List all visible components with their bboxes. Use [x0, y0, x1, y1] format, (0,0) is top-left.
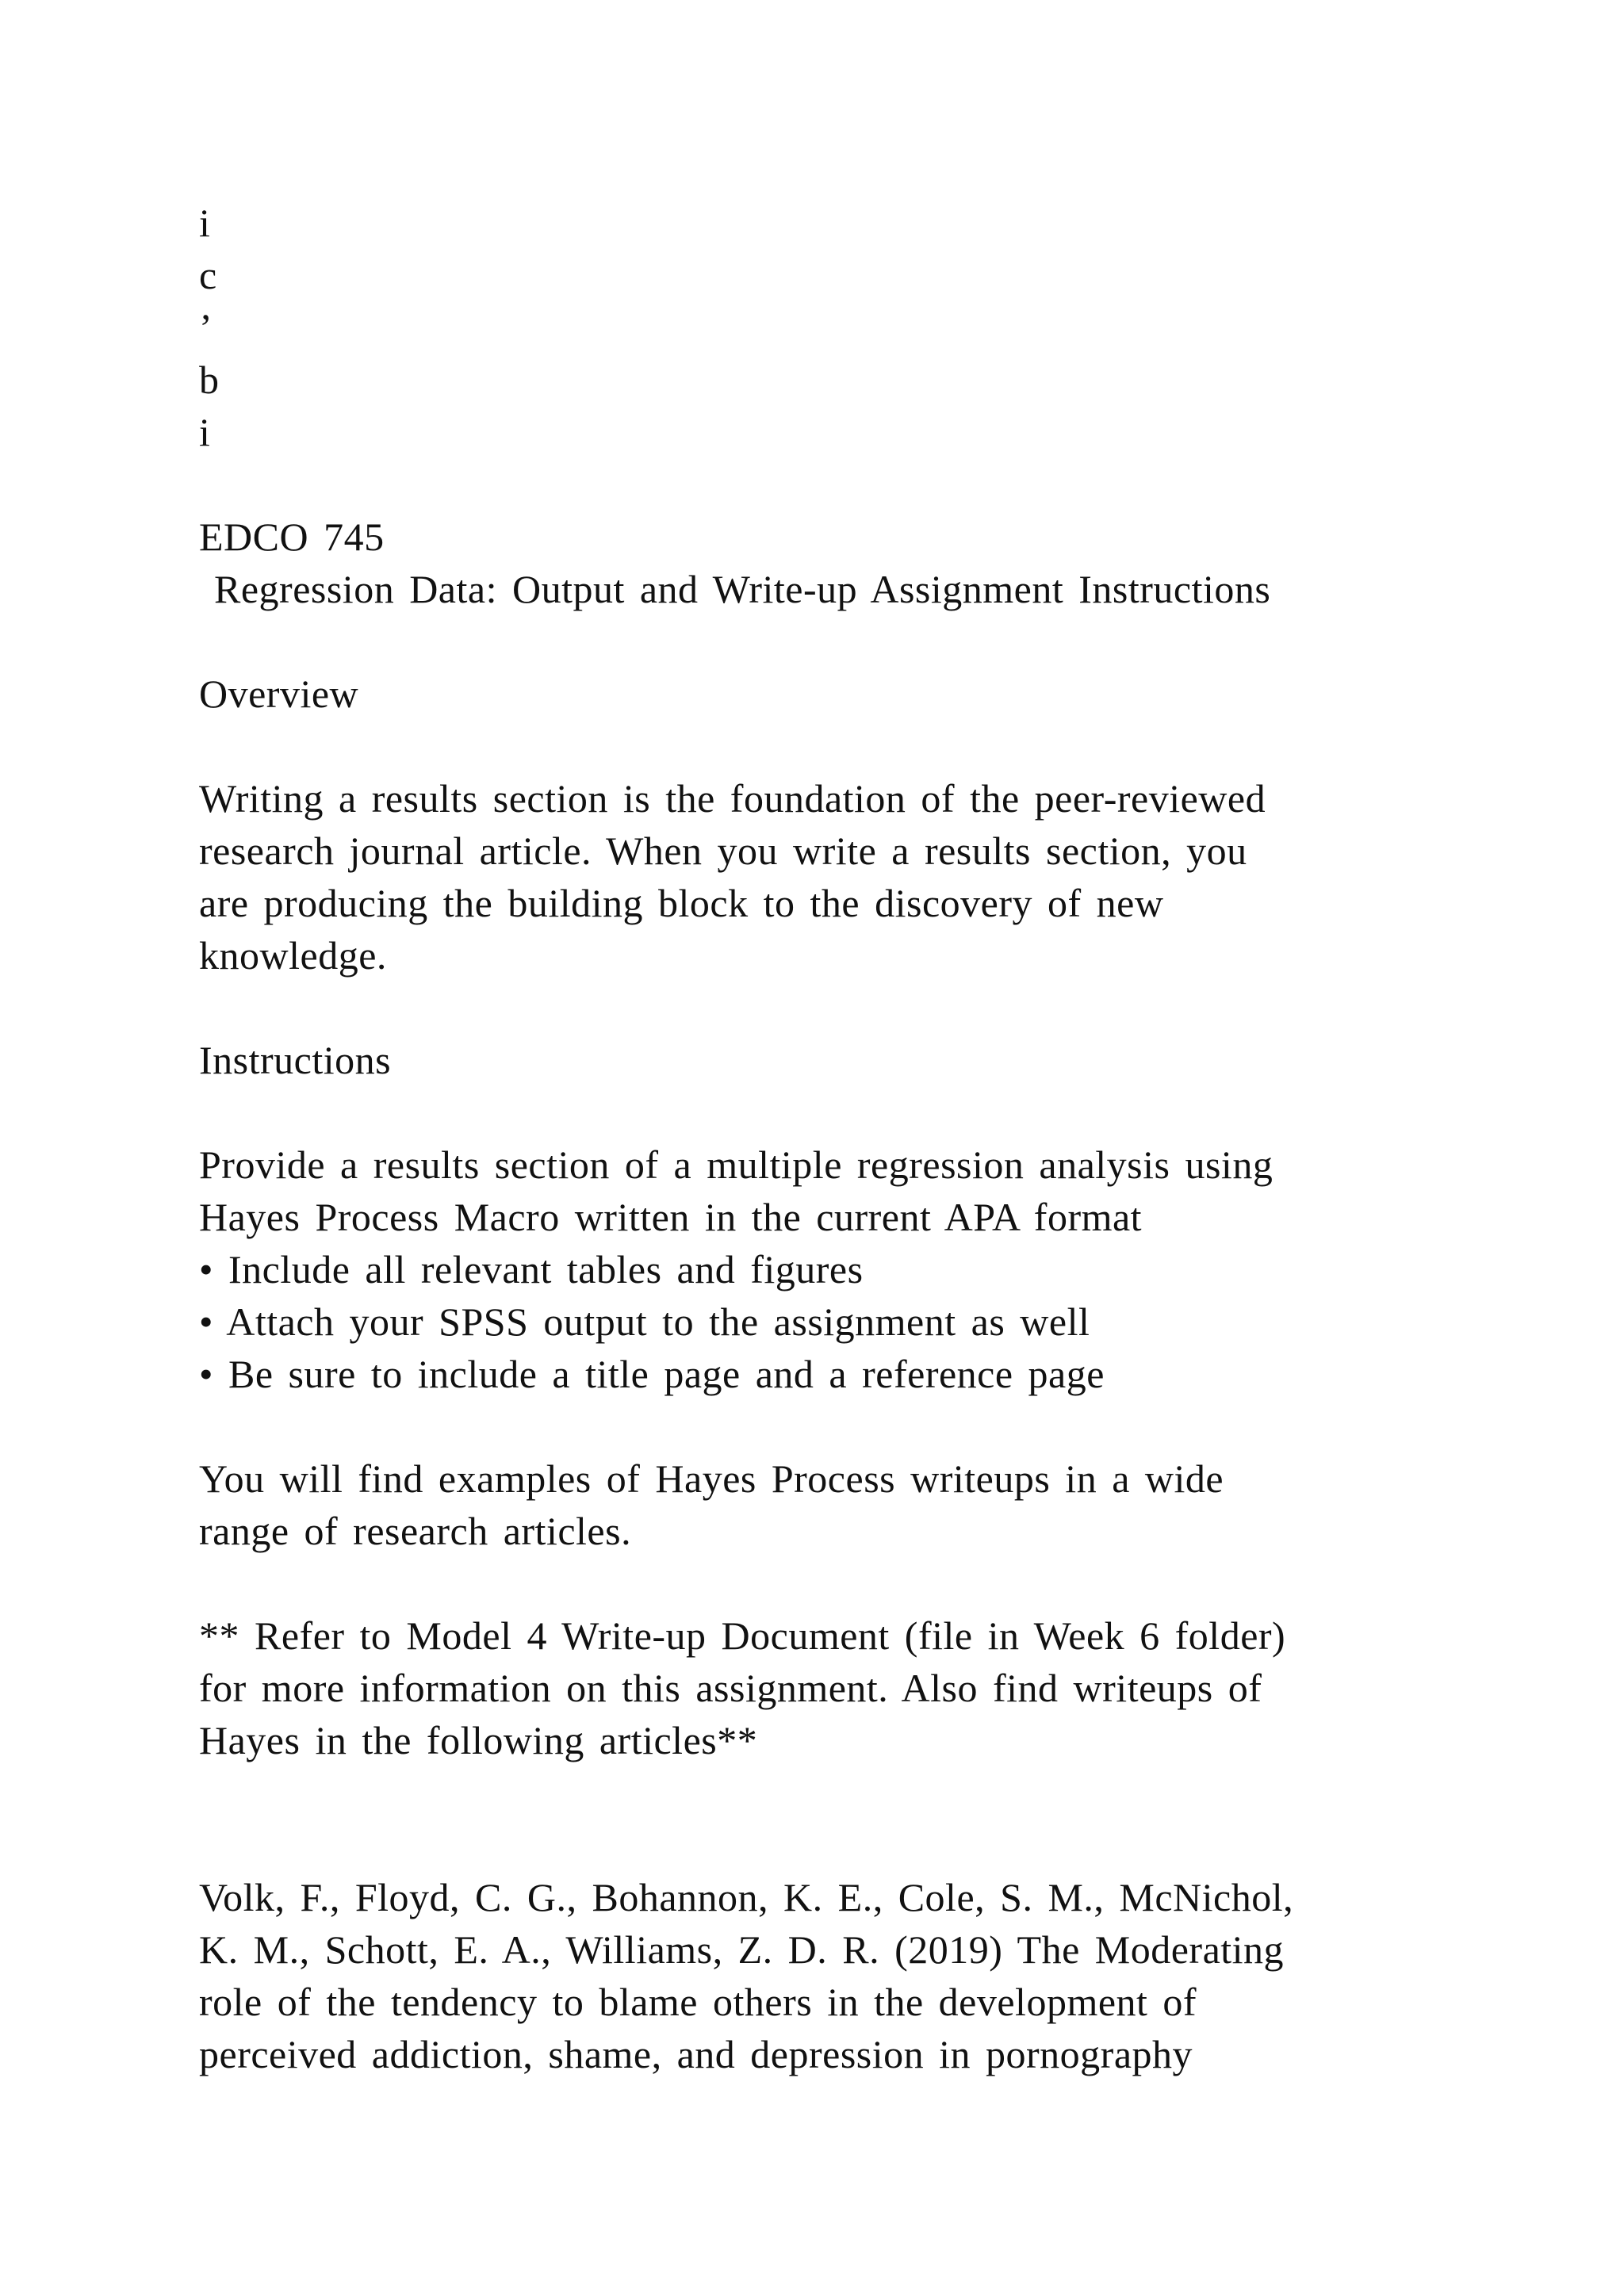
spacer	[199, 982, 1547, 1034]
spacer	[199, 1557, 1547, 1609]
examples-line: You will find examples of Hayes Process writeups in a wide	[199, 1456, 1224, 1501]
note-line: Hayes in the following articles**	[199, 1718, 758, 1762]
reference-line: role of the tendency to blame others in the development of	[199, 1980, 1197, 2024]
spacer	[199, 1819, 1547, 1871]
instructions-line: Provide a results section of a multiple regression analysis using	[199, 1142, 1274, 1187]
header-fragment: ’	[199, 305, 213, 350]
reference-line: Volk, F., Floyd, C. G., Bohannon, K. E., Cole, S. M., McNichol,	[199, 1875, 1294, 1919]
reference-line: perceived addiction, shame, and depression in pornography	[199, 2032, 1193, 2076]
spacer	[199, 458, 1547, 511]
header-fragment: b	[199, 358, 220, 402]
spacer	[199, 1086, 1547, 1138]
header-fragment: c	[199, 253, 217, 297]
spacer	[199, 1766, 1547, 1819]
examples-line: range of research articles.	[199, 1509, 632, 1553]
course-code: EDCO 745	[199, 515, 385, 559]
overview-line: knowledge.	[199, 933, 387, 978]
spacer	[199, 615, 1547, 668]
bullet-item: • Include all relevant tables and figures	[199, 1247, 864, 1292]
document-title: Regression Data: Output and Write-up Assignment Instructions	[199, 567, 1271, 611]
header-fragment: i	[199, 410, 211, 454]
note-line: for more information on this assignment. Also find writeups of	[199, 1666, 1262, 1710]
bullet-item: • Be sure to include a title page and a reference page	[199, 1352, 1105, 1396]
instructions-heading: Instructions	[199, 1038, 392, 1082]
overview-line: Writing a results section is the foundation of the peer-reviewed	[199, 776, 1266, 821]
bullet-item: • Attach your SPSS output to the assignment as well	[199, 1299, 1090, 1344]
overview-line: are producing the building block to the discovery of new	[199, 881, 1164, 925]
document-body	[199, 197, 1547, 2080]
spacer	[199, 720, 1547, 772]
header-fragment: i	[199, 201, 211, 245]
instructions-line: Hayes Process Macro written in the current APA format	[199, 1195, 1143, 1239]
spacer	[199, 1400, 1547, 1452]
reference-line: K. M., Schott, E. A., Williams, Z. D. R. (2019) The Moderating	[199, 1927, 1285, 1972]
note-line: ** Refer to Model 4 Write-up Document (file in Week 6 folder)	[199, 1613, 1286, 1658]
overview-heading: Overview	[199, 672, 359, 716]
overview-line: research journal article. When you write a results section, you	[199, 828, 1247, 873]
